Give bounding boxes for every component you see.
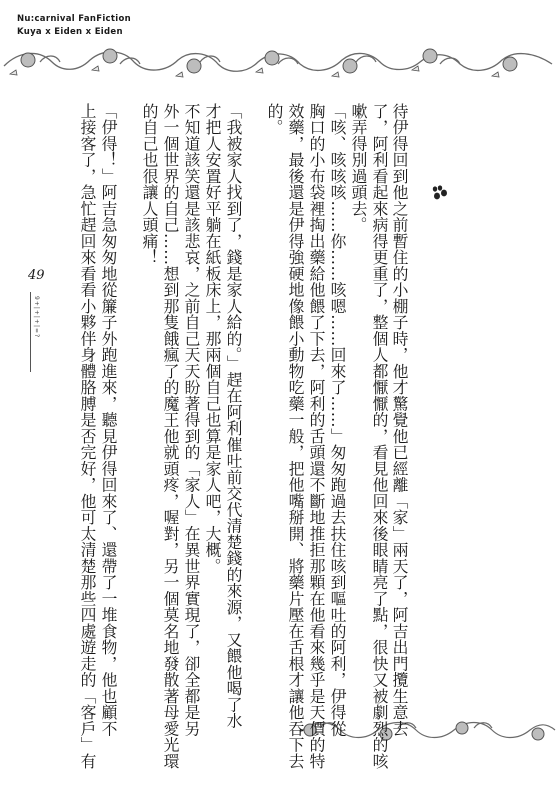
page-marker: 9+|+|+|=? — [33, 296, 40, 339]
text-column-10: 不知道該笑還是該悲哀，之前自己天天盼著得到的「家人」在異世界實現了，卻全都是另 — [182, 103, 201, 737]
text-column-8: 「我被家人找到了，錢是家人給的。」趕在阿利催吐前交代清楚錢的來源，又餵他喝了水 — [224, 103, 243, 729]
text-column-11: 外一個世界的自己……想到那隻餓瘋了的魔王他就頭疼，喔對，另一個莫名地發散著母愛光環 — [161, 103, 180, 770]
text-column-4: 「咳、咳咳咳……你……咳嗯……回來了……」匆匆跑過去扶住咳到嘔吐的阿利，伊得從 — [328, 103, 347, 737]
text-column-5: 胸口的小布袋裡掏出藥給他餵了下去，阿利的舌頭還不斷地推拒那顆在他看來幾乎是天價的特 — [307, 103, 326, 770]
text-column-6: 效藥，最後還是伊得強硬地像餵小動物吃藥一般，把他嘴掰開、將藥片壓在舌根才讓他吞下去 — [286, 103, 305, 770]
text-column-9: 才把人安置好平躺在紙板床上，那兩個自己也算是家人吧，大概。 — [203, 103, 222, 575]
header-subtitle: Kuya x Eiden x Eiden — [17, 27, 123, 37]
text-column-14: 上接客了，急忙趕回來看看小夥伴身體胳膊是否完好，他可太清楚那些四處遊走的「客戶」有 — [78, 103, 97, 770]
text-column-3: 嗽弄得別過頭去。 — [349, 103, 368, 233]
paw-print-icon — [431, 185, 449, 201]
top-rose-vine-ornament — [0, 44, 557, 80]
text-column-2: 了，阿利看起來病得更重了，整個人都懨懨的，看見他回來後眼睛亮了點，很快又被劇烈的咳 — [370, 103, 389, 770]
page-number-rule — [30, 292, 31, 372]
text-column-7: 的。 — [265, 103, 284, 136]
header-title: Nu:carnival FanFiction — [17, 14, 131, 24]
text-column-12: 的自己也很讓人頭痛！ — [140, 103, 159, 266]
page-number: 49 — [28, 268, 45, 283]
text-column-13: 「伊得！」阿吉急匆匆地從簾子外跑進來，聽見伊得回來了、還帶了一堆食物，他也顧不 — [99, 103, 118, 737]
text-column-1: 待伊得回到他之前暫住的小棚子時，他才驚覺他已經離「家」兩天了，阿吉出門攬生意去 — [390, 103, 409, 737]
